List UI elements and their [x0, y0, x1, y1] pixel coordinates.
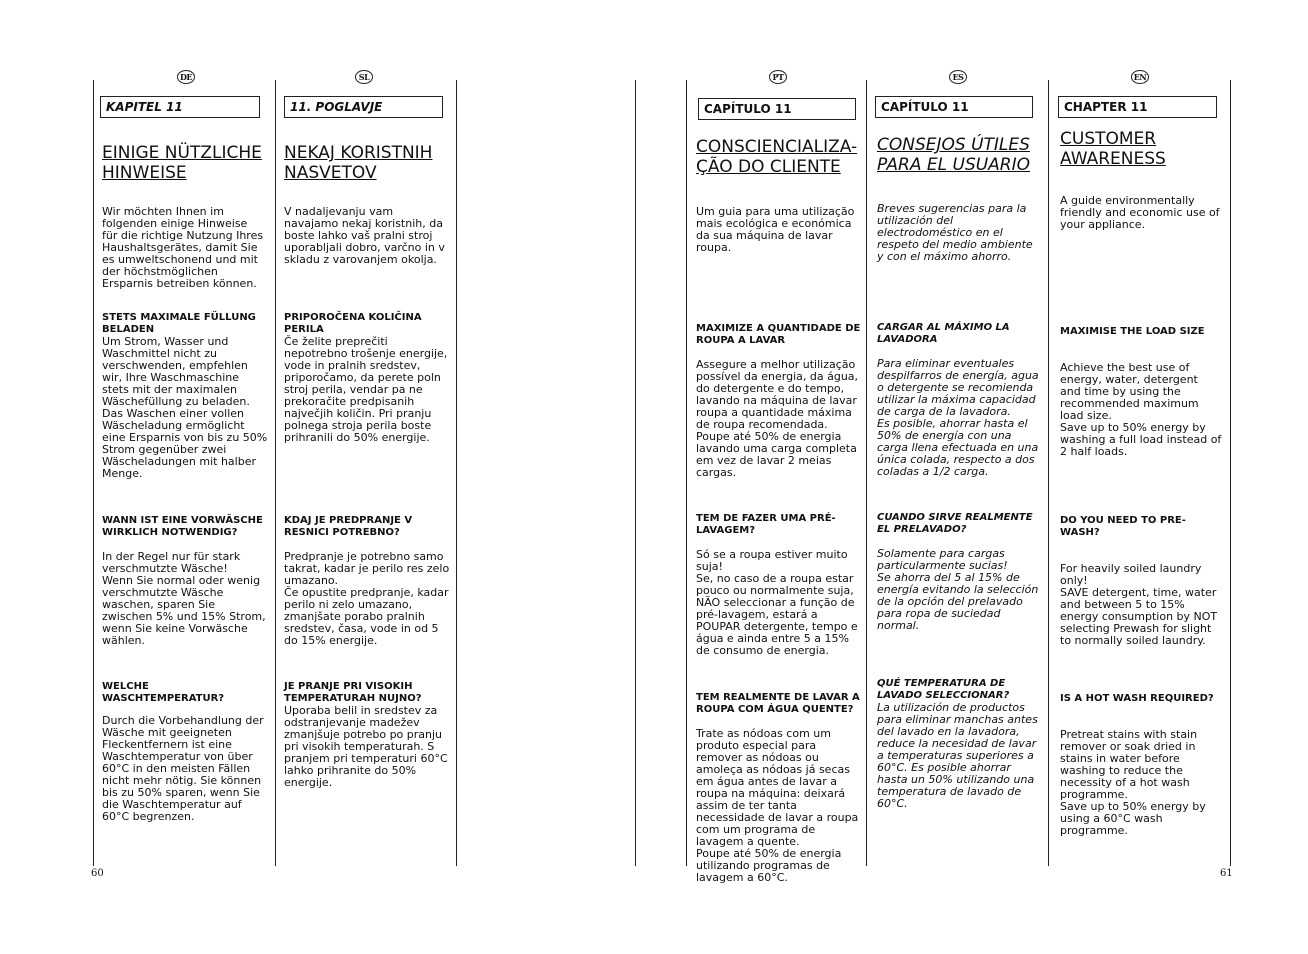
section-prewash [877, 500, 1041, 644]
section-load [1060, 314, 1222, 470]
column-divider [275, 80, 276, 866]
chapter-label: KAPITEL 11 [100, 96, 260, 118]
section-temperature [102, 681, 270, 823]
section-body: Achieve the best use of energy, water, detergent and time by using the recommended maximum load size. Save up to 50% energy by washing a full load instead of 2 half loads. [1060, 361, 1222, 458]
section-prewash [284, 503, 452, 659]
section-heading: DO YOU NEED TO PRE-WASH? [1060, 515, 1186, 538]
section-heading: CUANDO SIRVE REALMENTE EL PRELAVADO? [877, 512, 1033, 535]
intro-text: Um guia para uma utilização mais ecológica e económica da sua máquina de lavar roupa. [696, 205, 855, 254]
section-body: Solamente para cargas particularmente sucias! Se ahorra del 5 al 15% de energía evitando la selección de la opción del prelavado para ropa de suciedad normal. [877, 547, 1039, 632]
intro-text: V nadaljevanju vam navajamo nekaj koristnih, da boste lahko vaš pralni stroj uporabljali dobro, varčno in v skladu z varovanjem okolja. [284, 205, 445, 266]
section-heading: TEM REALMENTE DE LAVAR A ROUPA COM ÁGUA QUENTE? [696, 692, 860, 715]
language-badge-pt: PT [769, 70, 787, 84]
section-body: Durch die Vorbehandlung der Wäsche mit geeigneten Fleckentfernern ist eine Waschtemperatur von über 60°C in den meisten Fällen nicht mehr nötig. Sie können bis zu 50% sparen, wenn Sie die Waschtemperatur auf 60°C begrenzen. [102, 714, 264, 823]
language-badge-de: DE [177, 70, 195, 84]
section-load [284, 312, 450, 444]
column-divider [93, 80, 94, 866]
section-heading: KDAJ JE PREDPRANJE V RESNICI POTREBNO? [284, 515, 413, 538]
section-heading: MAXIMISE THE LOAD SIZE [1060, 326, 1205, 337]
section-body: Uporaba belil in sredstev za odstranjevanje madežev zmanjšuje potrebo po pranju pri visokih temperaturah. S pranjem pri temperaturi 60°C lahko prihranite do 50% energije. [284, 704, 448, 789]
section-body: Um Strom, Wasser und Waschmittel nicht zu verschwenden, empfehlen wir, Ihre Waschmaschine stets mit der maximalen Wäschefüllung zu beladen. Das Waschen einer vollen Wäscheladung ermöglicht eine Ersparnis von bis zu 50% Strom gegenüber zwei Wäscheladungen mit halber Menge. [102, 335, 268, 480]
section-body: Para eliminar eventuales despilfarros de energía, agua o detergente se recomienda utilizar la máxima capacidad de carga de la lavadora. Es posible, ahorrar hasta el 50% de energía con una carga llena efectuada en una única colada, respecto a dos coladas a 1/2 carga. [877, 357, 1039, 478]
section-title: EINIGE NÜTZLICHE HINWEISE [102, 143, 262, 183]
column-divider [686, 80, 687, 866]
section-title: CUSTOMER AWARENESS [1060, 129, 1166, 169]
section-prewash [102, 503, 268, 659]
section-prewash [696, 501, 862, 669]
intro-text: Wir möchten Ihnen im folgenden einige Hinweise für die richtige Nutzung Ihres Haushaltsgerätes, damit Sie es umweltschonend und mit der höchstmöglichen Ersparnis betreiben können. [102, 205, 264, 290]
section-title: CONSCIENCIALIZA- ÇÃO DO CLIENTE [696, 137, 858, 177]
column-divider [866, 80, 867, 866]
section-body: Só se a roupa estiver muito suja! Se, no caso de a roupa estar pouco ou normalmente suja, NÃO seleccionar a função de pré-lavagem, estará a POUPAR detergente, tempo e água e ainda entre 5 a 15% de consumo de energia. [696, 548, 858, 657]
section-title: NEKAJ KORISTNIH NASVETOV [284, 143, 433, 183]
column-divider [1230, 80, 1231, 866]
chapter-label: 11. POGLAVJE [284, 96, 443, 118]
chapter-label: CHAPTER 11 [1058, 96, 1217, 118]
section-load [102, 312, 268, 480]
section-body: La utilización de productos para eliminar manchas antes del lavado en la lavadora, reduce la necesidad de lavar a temperaturas superiores a 60°C. Es posible ahorrar hasta un 50% utilizando una temperatura de lavado de 60°C. [877, 701, 1038, 810]
chapter-label: CAPÍTULO 11 [698, 98, 856, 120]
section-title: CONSEJOS ÚTILES PARA EL USUARIO [877, 135, 1031, 175]
section-prewash [1060, 503, 1222, 659]
language-badge-en: EN [1131, 70, 1149, 84]
section-body: In der Regel nur für stark verschmutzte Wäsche! Wenn Sie normal oder wenig verschmutzte Wäsche waschen, sparen Sie zwischen 5% und 15% Strom, wenn Sie keine Vorwäsche wählen. [102, 550, 266, 647]
section-heading: CARGAR AL MÁXIMO LA LAVADORA [877, 322, 1010, 345]
intro-text: A guide environmentally friendly and economic use of your appliance. [1060, 194, 1220, 231]
section-heading: WANN IST EINE VORWÄSCHE WIRKLICH NOTWENDIG? [102, 515, 263, 538]
section-load [877, 310, 1039, 490]
section-body: Trate as nódoas com um produto especial para remover as nódoas ou amoleça as nódoas já secas em água antes de lavar a roupa na máquina: deixará assim de ter tanta necessidade de lavar a roupa com um programa de lavagem a quente. Poupe até 50% de energia utilizando programas de lavagem a 60°C. [696, 727, 859, 884]
section-body: Assegure a melhor utilização possível da energia, da água, do detergente e do tempo, lavando na máquina de lavar roupa a quantidade máxima de roupa recomendada. Poupe até 50% de energia lavando uma carga completa em vez de lavar 2 meias cargas. [696, 358, 859, 479]
section-temperature [1060, 681, 1222, 849]
section-heading: PRIPOROČENA KOLIČINA PERILA [284, 312, 422, 335]
section-temperature [877, 678, 1041, 810]
section-body: Če želite preprečiti nepotrebno trošenje energije, vode in pralnih sredstev, priporočamo, da perete poln stroj perila, vendar pa ne prekoračite predpisanih največjih količin. Pri pranju polnega stroja perila boste prihranili do 50% energije. [284, 335, 448, 444]
section-load [696, 311, 862, 491]
page-number-right: 61 [1220, 868, 1233, 879]
language-badge-sl: SL [355, 70, 373, 84]
section-heading: MAXIMIZE A QUANTIDADE DE ROUPA A LAVAR [696, 323, 861, 346]
section-heading: WELCHE WASCHTEMPERATUR? [102, 681, 225, 704]
intro-text: Breves sugerencias para la utilización del electrodoméstico en el respeto del medio ambiente y con el máximo ahorro. [877, 202, 1033, 263]
section-temperature [284, 681, 450, 789]
column-divider [456, 80, 457, 866]
section-body: For heavily soiled laundry only! SAVE detergent, time, water and between 5 to 15% energy consumption by NOT selecting Prewash for slight to normally soiled laundry. [1060, 562, 1218, 647]
section-heading: TEM DE FAZER UMA PRÉ-LAVAGEM? [696, 513, 836, 536]
chapter-label: CAPÍTULO 11 [875, 96, 1033, 118]
section-heading: STETS MAXIMALE FÜLLUNG BELADEN [102, 312, 256, 335]
section-body: Predpranje je potrebno samo takrat, kadar je perilo res zelo umazano. Če opustite predpranje, kadar perilo ni zelo umazano, zmanjšate porabo pralnih sredstev, časa, vode in od 5 do 15% energije. [284, 550, 450, 647]
section-heading: JE PRANJE PRI VISOKIH TEMPERATURAH NUJNO? [284, 681, 422, 704]
section-heading: IS A HOT WASH REQUIRED? [1060, 693, 1214, 704]
section-body: Pretreat stains with stain remover or soak dried in stains in water before washing to reduce the necessity of a hot wash programme. Save up to 50% energy by using a 60°C wash programme. [1060, 728, 1206, 837]
page-number-left: 60 [91, 868, 104, 879]
section-heading: QUÉ TEMPERATURA DE LAVADO SELECCIONAR? [877, 678, 1010, 701]
column-divider [635, 80, 636, 866]
column-divider [1048, 80, 1049, 866]
section-temperature [696, 680, 862, 896]
language-badge-es: ES [949, 70, 967, 84]
